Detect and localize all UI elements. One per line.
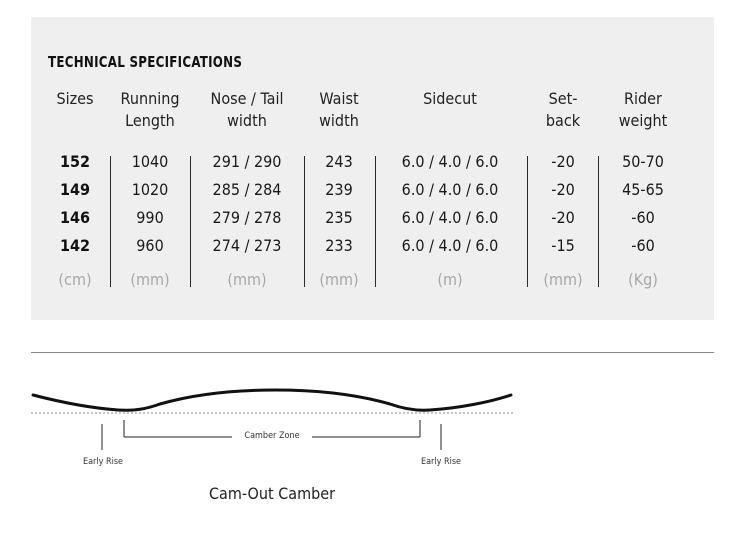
table-cell-running-length: 960 [136, 236, 164, 255]
unit-running-length: (mm) [130, 270, 170, 289]
unit-setback: (mm) [543, 270, 583, 289]
camber-zone-label: Camber Zone [244, 431, 300, 441]
table-cell-size: 142 [59, 236, 91, 255]
table-cell-waist: 235 [325, 208, 353, 227]
table-cell-sidecut: 6.0 / 4.0 / 6.0 [401, 208, 499, 227]
table-cell-nose-tail: 279 / 278 [212, 208, 282, 227]
table-cell-waist: 243 [325, 152, 353, 171]
header-nose-tail-width: Nose / Tail width [210, 89, 284, 130]
table-cell-waist: 233 [325, 236, 353, 255]
table-cell-size: 146 [59, 208, 91, 227]
header-sizes: Sizes [56, 89, 94, 108]
profile-name: Cam-Out Camber [208, 484, 336, 503]
unit-nose-tail: (mm) [227, 270, 267, 289]
table-cell-running-length: 1040 [131, 152, 169, 171]
table-cell-nose-tail: 291 / 290 [212, 152, 282, 171]
table-cell-rider-weight: -60 [631, 208, 655, 227]
early-rise-right-label: Early Rise [420, 457, 462, 467]
header-sidecut: Sidecut [423, 89, 477, 108]
table-cell-rider-weight: -60 [631, 236, 655, 255]
table-cell-sidecut: 6.0 / 4.0 / 6.0 [401, 180, 499, 199]
header-rider-weight: Rider weight [618, 89, 668, 130]
unit-sizes: (cm) [58, 270, 92, 289]
table-cell-setback: -15 [551, 236, 575, 255]
table-cell-rider-weight: 50-70 [622, 152, 664, 171]
header-waist-width: Waist width [319, 89, 359, 130]
table-cell-running-length: 1020 [131, 180, 169, 199]
table-cell-waist: 239 [325, 180, 353, 199]
header-setback: Set- back [545, 89, 581, 130]
unit-rider-weight: (Kg) [628, 270, 658, 289]
table-cell-nose-tail: 285 / 284 [212, 180, 282, 199]
unit-sidecut: (m) [437, 270, 463, 289]
header-running-length: Running Length [120, 89, 180, 130]
table-cell-setback: -20 [551, 208, 575, 227]
unit-waist: (mm) [319, 270, 359, 289]
table-cell-size: 152 [59, 152, 91, 171]
table-cell-running-length: 990 [136, 208, 164, 227]
table-cell-setback: -20 [551, 152, 575, 171]
spec-title: TECHNICAL SPECIFICATIONS [48, 53, 243, 71]
table-cell-sidecut: 6.0 / 4.0 / 6.0 [401, 236, 499, 255]
table-cell-rider-weight: 45-65 [622, 180, 664, 199]
table-cell-size: 149 [59, 180, 91, 199]
table-cell-nose-tail: 274 / 273 [212, 236, 282, 255]
table-cell-setback: -20 [551, 180, 575, 199]
early-rise-left-label: Early Rise [82, 457, 124, 467]
table-cell-sidecut: 6.0 / 4.0 / 6.0 [401, 152, 499, 171]
board-profile-line [33, 390, 511, 410]
